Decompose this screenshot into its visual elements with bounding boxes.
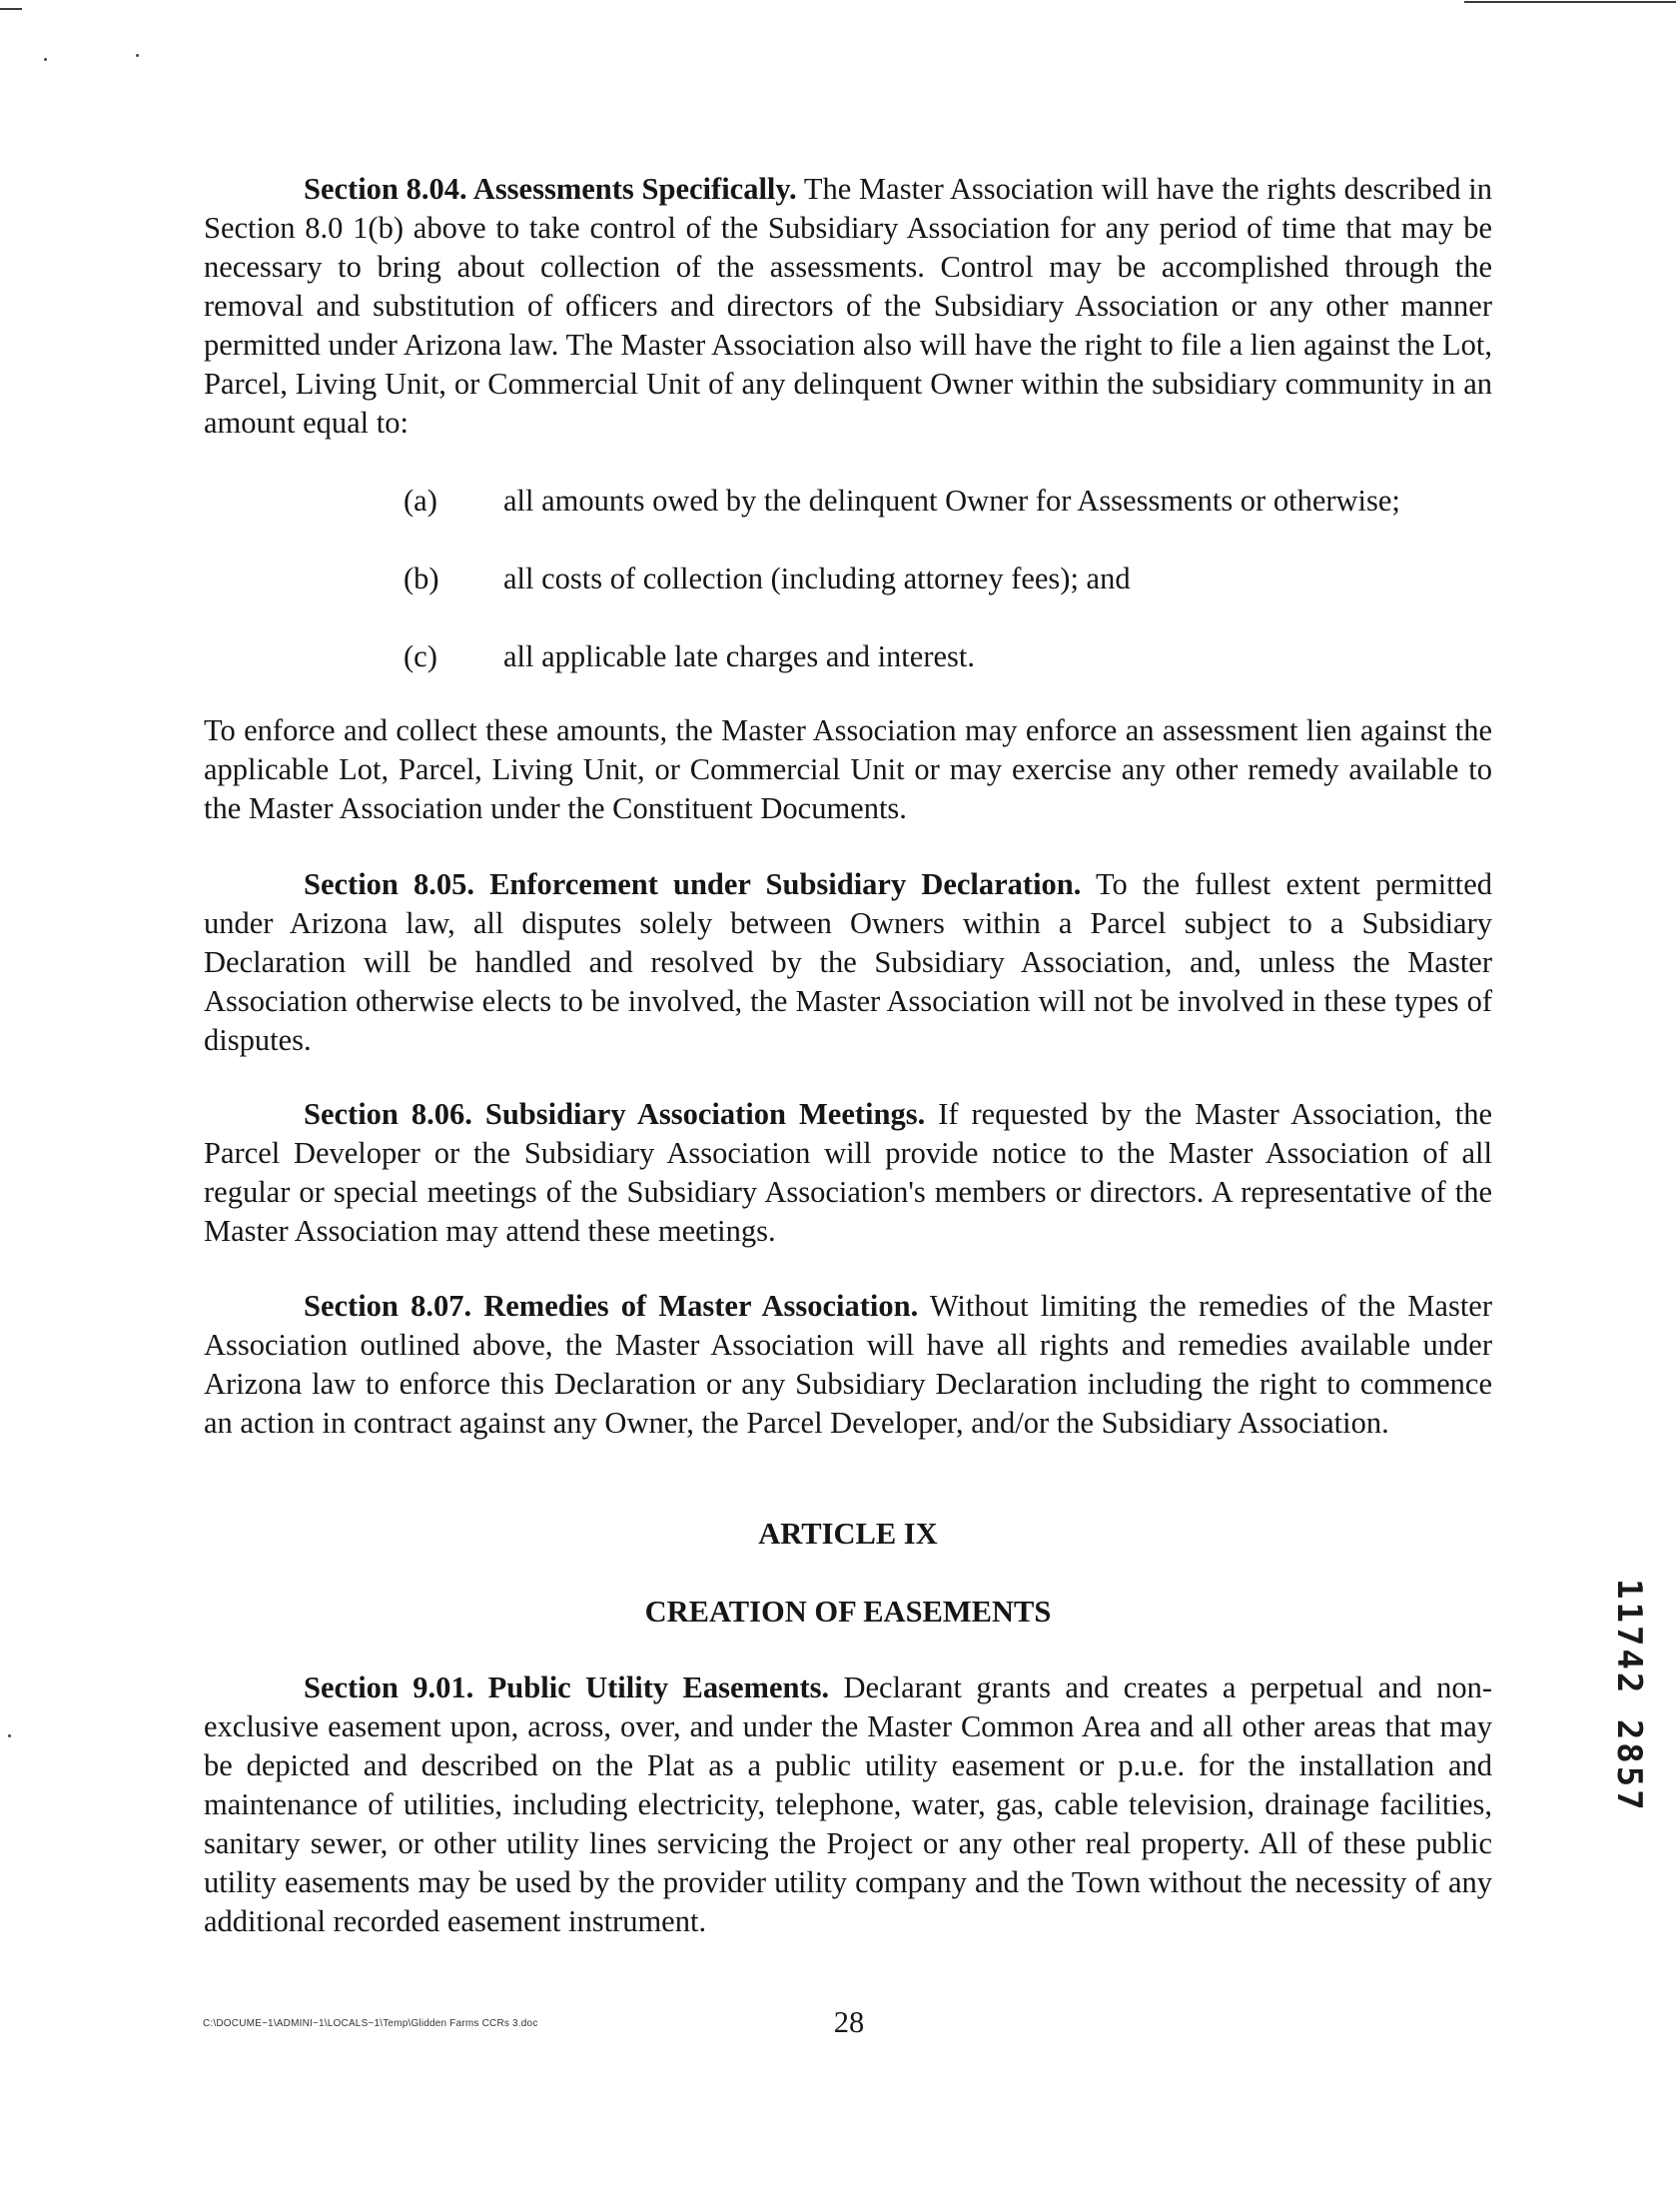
section-8-06-paragraph [204, 1095, 1492, 1251]
section-8-05-paragraph [204, 865, 1492, 1060]
list-item-text: all amounts owed by the delinquent Owner for Assessments or otherwise; [503, 484, 1400, 518]
list-item-label: (c) [404, 639, 437, 673]
section-8-06-heading: Section 8.06. Subsidiary Association Meetings. [304, 1097, 926, 1131]
article-number: ARTICLE IX [758, 1517, 938, 1551]
article-title: CREATION OF EASEMENTS [644, 1595, 1052, 1629]
section-9-01-body: Declarant grants and creates a perpetual and non-exclusive easement upon, across, over, and under the Master Common Area and all other areas that may be depicted and described on the Plat as a public utility easement or p.u.e. for the installation and maintenance of utilities, including electricity, telephone, water, gas, cable television, drainage facilities, sanitary sewer, or other utility lines servicing the Project or any other real property. All of these public utility easements may be used by the provider utility company and the Town without the necessity of any additional recorded easement instrument. [204, 1670, 1492, 1938]
scan-speck [136, 54, 139, 57]
list-item-text: all costs of collection (including attorney fees); and [503, 561, 1131, 595]
section-8-05-body: To the fullest extent permitted under Arizona law, all disputes solely between Owners within a Parcel subject to a Subsidiary Declaration will be handled and resolved by the Subsidiary Association, and, unless the Master Association otherwise elects to be involved, the Master Association will not be involved in these types of disputes. [204, 867, 1492, 1057]
page-number: 28 [833, 2005, 865, 2039]
section-8-04-closing: To enforce and collect these amounts, the Master Association may enforce an assessment lien against the applicable Lot, Parcel, Living Unit, or Commercial Unit or may exercise any other remedy available to the Master Association under the Constituent Documents. [204, 713, 1492, 825]
section-8-04-paragraph [204, 170, 1492, 443]
section-9-01-heading: Section 9.01. Public Utility Easements. [304, 1670, 830, 1704]
scan-edge-line-left [0, 8, 22, 10]
section-8-07-body: Without limiting the remedies of the Master Association outlined above, the Master Association will have all rights and remedies available under Arizona law to enforce this Declaration or any Subsidiary Declaration including the right to commence an action in contract against any Owner, the Parcel Developer, and/or the Subsidiary Association. [204, 1289, 1492, 1440]
list-item-label: (b) [404, 561, 439, 595]
section-8-07-paragraph [204, 1287, 1492, 1443]
section-8-04-heading: Section 8.04. Assessments Specifically. [304, 172, 797, 206]
scan-speck [44, 58, 47, 61]
list-item-text: all applicable late charges and interest. [503, 639, 975, 673]
recording-number-stamp: 11742 2857 [1609, 1579, 1649, 1813]
section-8-06-body: If requested by the Master Association, the Parcel Developer or the Subsidiary Association will provide notice to the Master Association of all regular or special meetings of the Subsidiary Association's members or directors. A representative of the Master Association may attend these meetings. [204, 1097, 1492, 1248]
section-8-05-heading: Section 8.05. Enforcement under Subsidiary Declaration. [304, 867, 1082, 901]
section-8-04-body: The Master Association will have the rights described in Section 8.0 1(b) above to take control of the Subsidiary Association for any period of time that may be necessary to bring about collection of the assessments. Control may be accomplished through the removal and substitution of officers and directors of the Subsidiary Association or any other manner permitted under Arizona law. The Master Association also will have the right to file a lien against the Lot, Parcel, Living Unit, or Commercial Unit of any delinquent Owner within the subsidiary community in an amount equal to: [204, 172, 1492, 440]
scan-edge-line-right [1464, 1, 1676, 3]
section-8-07-heading: Section 8.07. Remedies of Master Association. [304, 1289, 919, 1323]
section-9-01-paragraph [204, 1668, 1492, 1941]
footer-file-path: C:\DOCUME~1\ADMINI~1\LOCALS~1\Temp\Glidden Farms CCRs 3.doc [203, 2018, 538, 2029]
list-item-label: (a) [404, 484, 437, 518]
scan-speck [8, 1734, 11, 1737]
